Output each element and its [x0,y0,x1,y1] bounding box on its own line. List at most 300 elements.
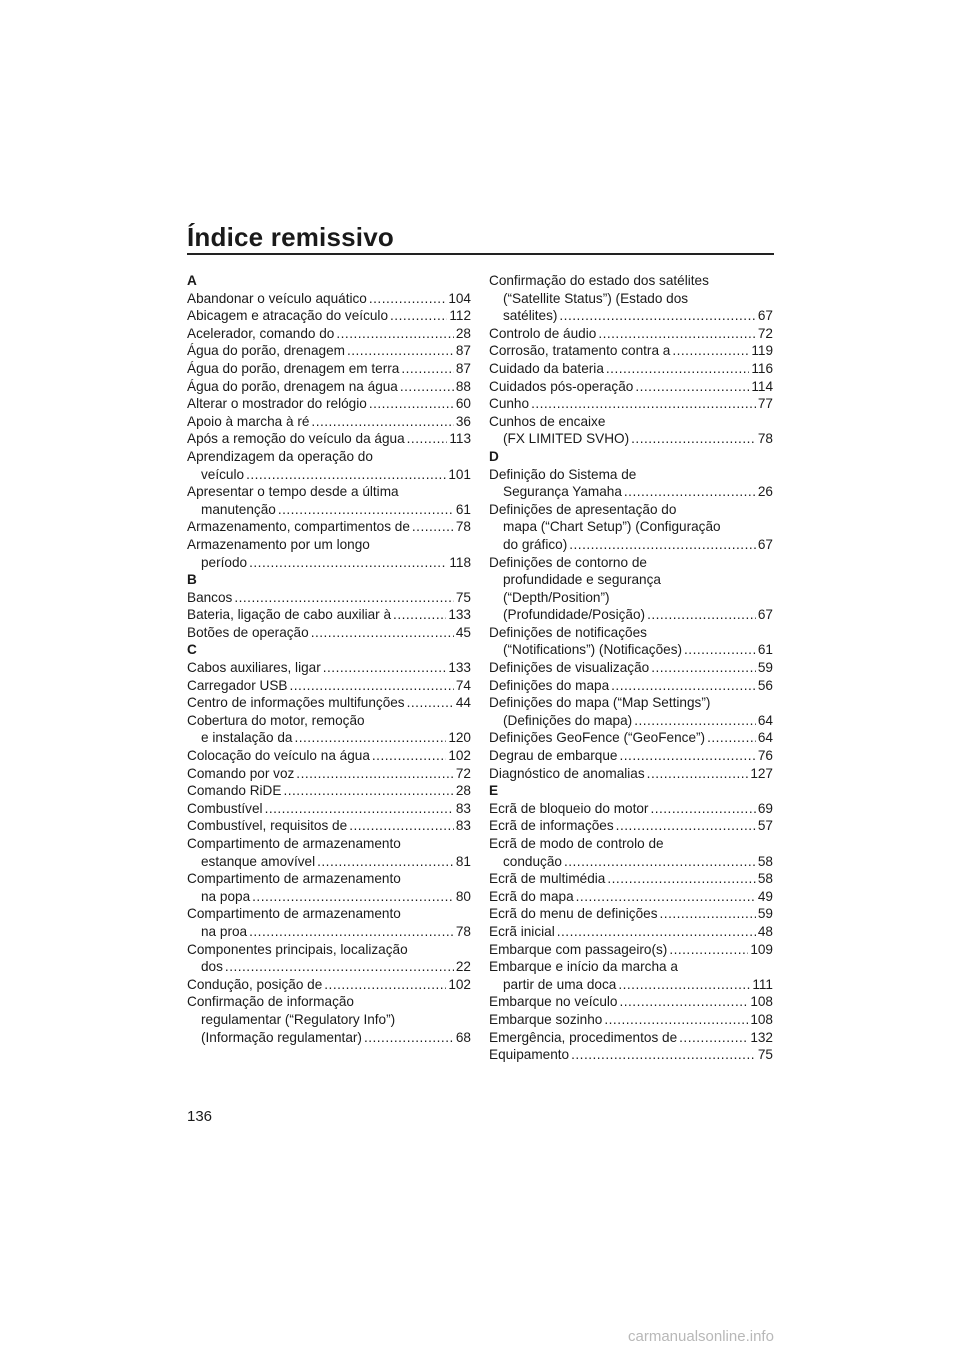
index-entry-text: Água do porão, drenagem em terra [187,360,400,376]
index-entry [187,712,471,747]
index-page-ref: 67 [757,536,773,552]
index-page-ref: 108 [750,1011,773,1027]
index-page-ref: 112 [449,308,471,324]
dot-leader [290,677,454,695]
index-entry [187,413,471,431]
dot-leader [611,677,756,695]
index-entry [489,905,773,923]
dot-leader [647,765,749,783]
page-number: 136 [187,1108,213,1125]
index-page-ref: 127 [750,765,773,781]
index-page-ref: 74 [455,677,471,693]
index-page-ref: 72 [455,765,471,781]
index-entry-line [187,765,471,783]
index-page-ref: 116 [751,360,773,376]
index-page-ref: 28 [455,783,471,799]
index-entry-text: Confirmação de informação [187,994,354,1010]
index-page-ref: 133 [448,607,471,623]
index-entry-text: Bancos [187,589,233,605]
dot-leader [684,641,756,659]
dot-leader [294,729,446,747]
index-entry-text: Aprendizagem da operação do [187,448,373,464]
dot-leader [598,325,756,343]
index-entry-line [489,888,773,906]
index-page-ref: 61 [757,642,773,658]
index-entry-line [187,853,471,871]
index-entry [489,501,773,554]
index-entry-text: Compartimento de armazenamento [187,906,401,922]
index-entry [187,307,471,325]
index-page-ref: 64 [757,712,773,728]
dot-leader [296,765,454,783]
index-entry-line [489,941,773,959]
index-entry-line [187,976,471,994]
index-entry-text: dos [201,959,223,975]
index-entry-text: Cuidado da bateria [489,360,604,376]
index-entry-text: Segurança Yamaha [503,484,622,500]
index-entry-line [489,659,773,677]
index-entry-line [187,782,471,800]
index-entry-line [489,1046,773,1064]
index-entry-text: Armazenamento, compartimentos de [187,519,410,535]
index-letter-heading: B [187,572,197,588]
index-entry-text: e instalação da [201,730,293,746]
dot-leader [407,694,454,712]
index-page-ref: 36 [455,413,471,429]
dot-leader [669,941,748,959]
index-entry-line [187,466,471,484]
index-page-ref: 60 [455,396,471,412]
index-page-ref: 69 [757,800,773,816]
index-entry-text: manutenção [201,501,276,517]
dot-leader [631,430,756,448]
index-entry [489,729,773,747]
dot-leader [679,1029,748,1047]
index-entry [187,941,471,976]
index-entry-text: Colocação do veículo na água [187,748,370,764]
index-entry [489,817,773,835]
index-entry-line [187,589,471,607]
index-entry [489,1029,773,1047]
index-entry [489,272,773,325]
index-entry-line [187,694,471,712]
index-column-right [489,272,773,1064]
index-entry-text: Alterar o mostrador do relógio [187,396,367,412]
index-entry-text: Degrau de embarque [489,748,618,764]
index-entry [187,290,471,308]
index-page-ref: 104 [448,290,471,306]
dot-leader [624,483,756,501]
index-entry-line [187,554,471,572]
index-entry-text: Compartimento de armazenamento [187,871,401,887]
index-entry [187,395,471,413]
index-entry-text: Equipamento [489,1047,570,1063]
index-entry-line [187,659,471,677]
index-entry-line [187,290,471,308]
dot-leader [401,360,454,378]
index-entry [187,800,471,818]
index-entry-text: Ecrã inicial [489,923,555,939]
index-page-ref: 78 [757,431,773,447]
index-entry-line [489,483,773,501]
index-entry-line [489,641,773,659]
index-entry-text: satélites) [503,308,558,324]
index-entry [187,765,471,783]
index-entry-text: (Profundidade/Posição) [503,607,646,623]
dot-leader [569,536,756,554]
index-page-ref: 108 [750,994,773,1010]
dot-leader [707,729,756,747]
index-page-ref: 83 [455,818,471,834]
index-entry-text: Ecrã de bloqueio do motor [489,800,649,816]
index-entry [489,342,773,360]
dot-leader [619,993,748,1011]
index-entry [187,870,471,905]
index-entry-line [187,325,471,343]
dot-leader [400,378,454,396]
index-page-ref: 113 [449,431,471,447]
index-entry-text: Bateria, ligação de cabo auxiliar à [187,607,392,623]
dot-leader [647,606,756,624]
index-page-ref: 61 [455,501,471,517]
index-entry-text: Armazenamento por um longo [187,536,370,552]
index-page-ref: 59 [757,906,773,922]
index-entry-text: Após a remoção do veículo da água [187,431,405,447]
index-entry-line [187,800,471,818]
index-entry [489,993,773,1011]
index-entry-text: (Definições do mapa) [503,712,633,728]
index-entry [489,747,773,765]
index-entry [187,782,471,800]
index-entry [187,835,471,870]
index-entry-text: Confirmação do estado dos satélites [489,273,709,288]
index-entry-text: Ecrã de informações [489,818,614,834]
dot-leader [249,923,454,941]
index-entry [187,694,471,712]
index-page-ref: 102 [448,976,471,992]
index-entry [187,483,471,518]
index-entry-line [489,342,773,360]
dot-leader [564,853,756,871]
dot-leader [672,342,749,360]
index-entry-line [489,712,773,730]
index-entry-text: profundidade e segurança [503,572,661,588]
index-entry [489,888,773,906]
dot-leader [559,307,755,325]
index-entry-line [489,993,773,1011]
index-page-ref: 101 [448,466,471,482]
index-entry-line [489,765,773,783]
index-entry [489,360,773,378]
dot-leader [246,466,446,484]
index-entry [489,835,773,870]
dot-leader [225,958,454,976]
index-entry [489,677,773,695]
index-entry [187,518,471,536]
index-entry-text: Definições GeoFence (“GeoFence”) [489,730,706,746]
index-entry-text: na popa [201,888,251,904]
index-page-ref: 80 [455,888,471,904]
index-entry-text: veículo [201,466,245,482]
index-entry-line [187,958,471,976]
index-entry [489,800,773,818]
index-entry-text: do gráfico) [503,536,568,552]
dot-leader [364,1029,454,1047]
index-entry-text: Cunhos de encaixe [489,413,606,429]
index-entry-text: Corrosão, tratamento contra a [489,343,671,359]
index-entry-text: (“Depth/Position”) [503,589,610,605]
index-page-ref: 26 [757,484,773,500]
index-entry-line [489,325,773,343]
index-entry [187,905,471,940]
index-entry [489,958,773,993]
index-page-ref: 109 [750,941,773,957]
index-entry-text: Embarque sozinho [489,1011,603,1027]
index-entry [489,1011,773,1029]
index-letter-heading: E [489,783,499,799]
index-page-ref: 48 [757,923,773,939]
index-page-ref: 81 [455,853,471,869]
index-page-ref: 132 [750,1029,773,1045]
index-page-ref: 44 [455,695,471,711]
index-entry-line [187,923,471,941]
index-page-ref: 58 [757,853,773,869]
index-entry-line [489,378,773,396]
dot-leader [336,325,454,343]
index-entry-text: Definições de apresentação do [489,501,677,517]
index-entry-text: Definições do mapa [489,677,610,693]
index-entry-text: Definição do Sistema de [489,466,637,482]
index-entry [489,765,773,783]
index-entry-line [187,430,471,448]
index-page-ref: 119 [751,343,773,359]
dot-leader [651,659,756,677]
index-page-ref: 114 [751,378,773,394]
index-entry-line [187,413,471,431]
index-entry [187,430,471,448]
index-page-ref: 28 [455,325,471,341]
index-page-ref: 88 [455,378,471,394]
index-entry-text: Embarque e início da marcha a [489,959,678,975]
index-entry-line [489,677,773,695]
index-page-ref: 102 [448,748,471,764]
dot-leader [317,853,454,871]
index-entry [489,624,773,659]
index-entry-line [187,518,471,536]
index-entry [187,677,471,695]
index-entry [187,976,471,994]
index-entry-text: Cobertura do motor, remoção [187,712,365,728]
index-page-ref: 87 [455,343,471,359]
index-entry-text: Apresentar o tempo desde a última [187,484,399,500]
index-page-ref: 56 [757,677,773,693]
dot-leader [531,395,756,413]
index-entry-text: Acelerador, comando do [187,325,335,341]
index-entry [489,466,773,501]
index-entry [187,342,471,360]
index-entry [187,325,471,343]
index-entry [187,378,471,396]
index-entry-text: condução [503,853,562,869]
dot-leader [369,395,454,413]
index-entry-text: (FX LIMITED SVHO) [503,431,630,447]
index-entry-line [489,1029,773,1047]
index-entry-text: Carregador USB [187,677,288,693]
index-page-ref: 76 [757,748,773,764]
index-entry-line [187,606,471,624]
index-entry-line [187,747,471,765]
dot-leader [390,307,447,325]
index-entry-text: Cabos auxiliares, ligar [187,660,321,676]
page-title: Índice remissivo [187,222,394,252]
title-divider [187,253,774,255]
index-entry-text: Cuidados pós-operação [489,378,634,394]
dot-leader [347,342,454,360]
index-entry-text: Centro de informações multifunções [187,695,405,711]
index-entry-line [187,817,471,835]
index-entry-line [489,747,773,765]
index-entry-text: Componentes principais, localização [187,941,408,957]
dot-leader [635,378,749,396]
index-entry [187,448,471,483]
index-entry-text: Definições de notificações [489,624,647,640]
index-page-ref: 83 [455,800,471,816]
index-entry [187,993,471,1046]
index-entry [489,413,773,448]
index-page-ref: 22 [455,959,471,975]
dot-leader [369,290,446,308]
index-entry [187,536,471,571]
dot-leader [618,976,750,994]
index-entry-text: Emergência, procedimentos de [489,1029,678,1045]
index-entry [489,325,773,343]
index-entry-text: (“Notifications”) (Notificações) [503,642,683,658]
dot-leader [372,747,446,765]
dot-leader [634,712,756,730]
index-entry-text: Água do porão, drenagem [187,343,345,359]
index-page-ref: 120 [448,730,471,746]
index-entry-text: Embarque no veículo [489,994,618,1010]
index-entry-line [187,1029,471,1047]
index-column-left [187,272,471,1046]
dot-leader [278,501,454,519]
index-page-ref: 67 [757,308,773,324]
index-entry-text: período [201,554,248,570]
index-entry-text: Combustível, requisitos de [187,818,348,834]
index-entry-text: Ecrã do mapa [489,888,574,904]
dot-leader [249,554,447,572]
index-entry [187,589,471,607]
index-entry-text: Controlo de áudio [489,325,597,341]
index-entry-text: Ecrã de multimédia [489,871,606,887]
index-letter-heading: D [489,448,499,464]
index-page-ref: 75 [757,1047,773,1063]
index-entry-text: Ecrã do menu de definições [489,906,658,922]
index-entry-text: na proa [201,923,248,939]
index-entry-text: Apoio à marcha à ré [187,413,310,429]
index-entry [489,694,773,729]
dot-leader [660,905,756,923]
index-page-ref: 49 [757,888,773,904]
index-entry-text: partir de uma doca [503,976,617,992]
dot-leader [283,782,453,800]
dot-leader [607,870,756,888]
index-entry-line [489,800,773,818]
index-entry-text: Diagnóstico de anomalias [489,765,645,781]
watermark: carmanualsonline.info [628,1328,774,1345]
index-entry-text: Definições de contorno de [489,554,647,570]
index-entry-line [187,395,471,413]
index-entry [489,378,773,396]
index-entry-line [187,624,471,642]
index-entry [489,1046,773,1064]
index-entry [489,870,773,888]
index-entry-line [187,378,471,396]
index-page-ref: 118 [449,554,471,570]
index-page-ref: 72 [757,325,773,341]
index-entry-line [489,905,773,923]
index-entry [489,659,773,677]
index-entry-line [489,870,773,888]
index-entry-text: Ecrã de modo de controlo de [489,836,664,851]
dot-leader [265,800,454,818]
index-page-ref: 67 [757,607,773,623]
dot-leader [324,976,446,994]
index-entry-text: Definições de visualização [489,660,650,676]
index-entry [489,395,773,413]
index-entry-text: Definições do mapa (“Map Settings”) [489,695,711,711]
index-page-ref: 75 [455,589,471,605]
index-entry-line [187,360,471,378]
index-entry [187,624,471,642]
index-entry-text: Combustível [187,800,263,816]
index-entry [187,747,471,765]
dot-leader [571,1046,756,1064]
index-entry-line [187,888,471,906]
dot-leader [323,659,447,677]
index-entry-text: mapa (“Chart Setup”) (Configuração [503,519,721,535]
dot-leader [349,817,454,835]
dot-leader [606,360,749,378]
dot-leader [616,817,756,835]
index-entry-line [489,536,773,554]
index-entry-line [489,729,773,747]
index-entry-text: regulamentar (“Regulatory Info”) [201,1011,396,1027]
index-page-ref: 133 [448,660,471,676]
dot-leader [619,747,755,765]
index-page-ref: 64 [757,730,773,746]
dot-leader [650,800,755,818]
index-entry [187,606,471,624]
index-entry-text: (Informação regulamentar) [201,1029,362,1045]
index-letter-heading: A [187,273,197,288]
index-entry-line [489,853,773,871]
index-entry-line [489,817,773,835]
index-entry-line [489,923,773,941]
index-entry-line [187,729,471,747]
index-letter-heading: C [187,642,197,658]
index-page-ref: 77 [757,396,773,412]
index-page-ref: 87 [455,360,471,376]
index-entry-line [489,360,773,378]
index-entry-text: Compartimento de armazenamento [187,836,401,851]
index-entry-line [489,976,773,994]
index-entry [489,923,773,941]
index-entry-text: Comando por voz [187,765,295,781]
index-entry-text: Condução, posição de [187,976,323,992]
index-entry-line [489,606,773,624]
index-entry-line [489,395,773,413]
